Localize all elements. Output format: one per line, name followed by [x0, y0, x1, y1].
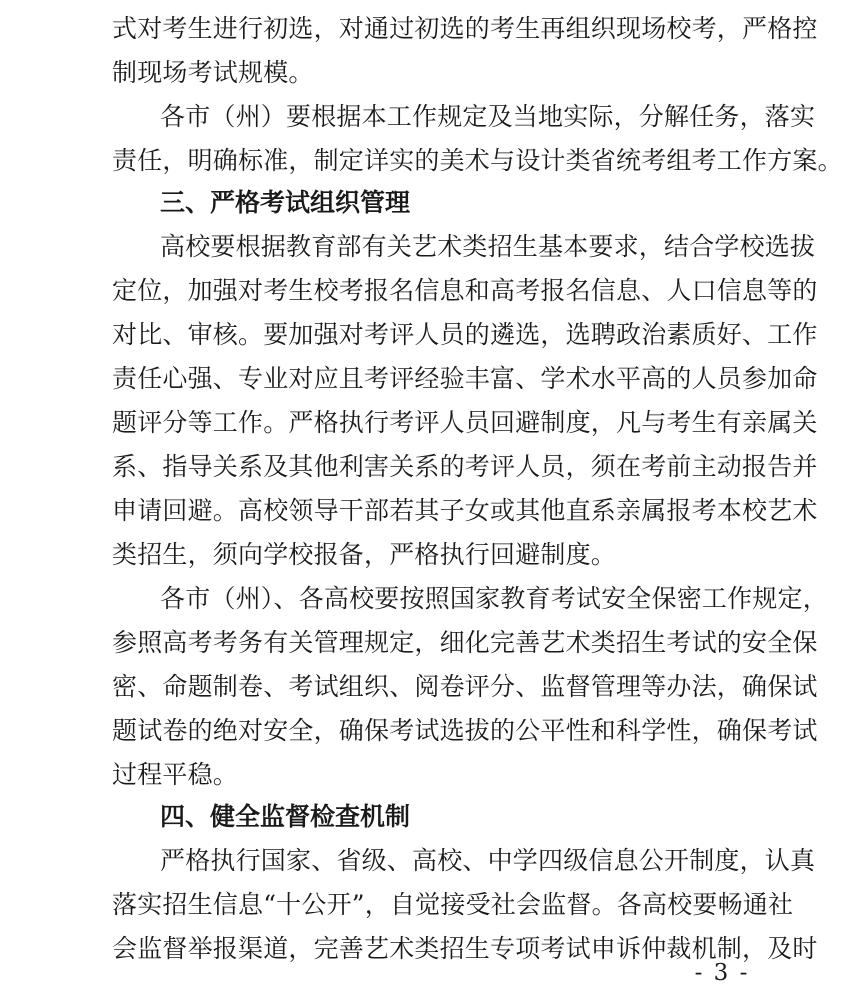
page-number: - 3 - [694, 960, 750, 986]
paragraph-4-line-3: 密、命题制卷、考试组织、阅卷评分、监督管理等办法，确保试 [112, 672, 818, 701]
section-heading-4: 四、健全监督检查机制 [160, 802, 411, 831]
paragraph-4-line-5: 过程平稳。 [112, 760, 239, 789]
paragraph-1-line-2: 制现场考试规模。 [112, 58, 314, 87]
paragraph-3-line-3: 对比、审核。要加强对考评人员的遴选，选聘政治素质好、工作 [112, 320, 818, 349]
paragraph-3-line-8: 类招生，须向学校报备，严格执行回避制度。 [112, 540, 617, 569]
paragraph-4-line-4: 题试卷的绝对安全，确保考试选拔的公平性和科学性，确保考试 [112, 716, 818, 745]
paragraph-3-line-7: 申请回避。高校领导干部若其子女或其他直系亲属报考本校艺术 [112, 496, 818, 525]
paragraph-3-line-2: 定位，加强对考生校考报名信息和高考报名信息、人口信息等的 [112, 276, 818, 305]
paragraph-3-line-1: 高校要根据教育部有关艺术类招生基本要求，结合学校选拔 [160, 232, 816, 261]
paragraph-5-line-1: 严格执行国家、省级、高校、中学四级信息公开制度，认真 [160, 846, 816, 875]
paragraph-2-line-1: 各市（州）要根据本工作规定及当地实际，分解任务，落实 [160, 102, 816, 131]
paragraph-2-line-2: 责任，明确标准，制定详实的美术与设计类省统考组考工作方案。 [112, 146, 843, 175]
paragraph-1-line-1: 式对考生进行初选，对通过初选的考生再组织现场校考，严格控 [112, 14, 818, 43]
paragraph-4-line-2: 参照高考考务有关管理规定，细化完善艺术类招生考试的安全保 [112, 628, 818, 657]
paragraph-3-line-5: 题评分等工作。严格执行考评人员回避制度，凡与考生有亲属关 [112, 408, 818, 437]
paragraph-5-line-2: 落实招生信息“十公开”，自觉接受社会监督。各高校要畅通社 [112, 890, 794, 919]
paragraph-4-line-1: 各市（州）、各高校要按照国家教育考试安全保密工作规定， [160, 584, 828, 613]
section-heading-3: 三、严格考试组织管理 [160, 188, 411, 217]
paragraph-3-line-6: 系、指导关系及其他利害关系的考评人员，须在考前主动报告并 [112, 452, 818, 481]
paragraph-5-line-3: 会监督举报渠道，完善艺术类招生专项考试申诉仲裁机制，及时 [112, 934, 818, 963]
paragraph-3-line-4: 责任心强、专业对应且考评经验丰富、学术水平高的人员参加命 [112, 364, 818, 393]
